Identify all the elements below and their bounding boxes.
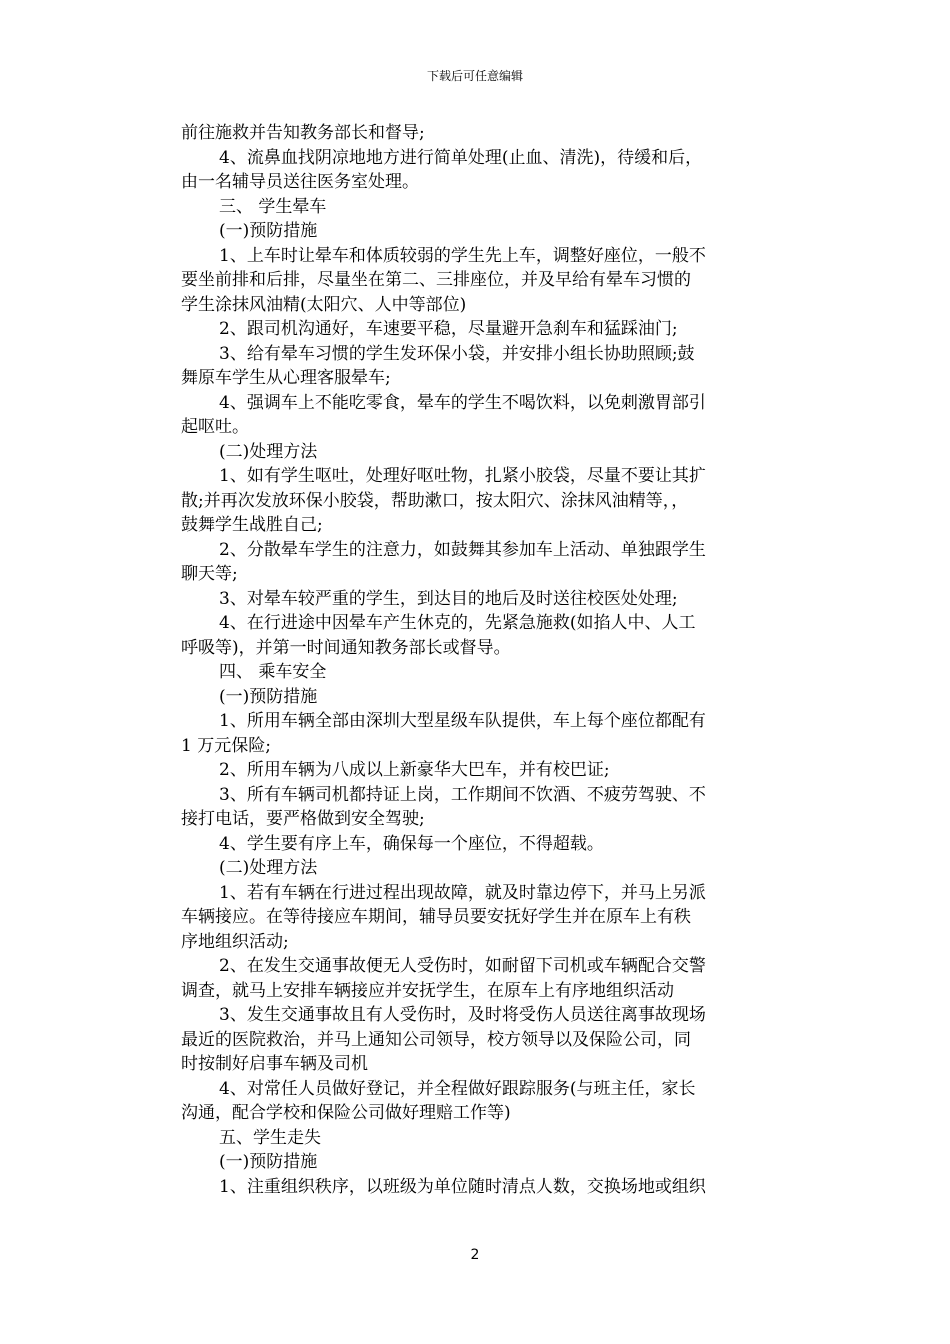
text-line: 四、 乘车安全 <box>219 662 327 682</box>
text-line: 时按制好启事车辆及司机 <box>181 1054 368 1074</box>
text-line: (二)处理方法 <box>219 858 318 878</box>
text-line: 4、对常任人员做好登记，并全程做好跟踪服务(与班主任，家长 <box>219 1078 696 1099</box>
text-line: 1、上车时让晕车和体质较弱的学生先上车，调整好座位，一般不 <box>219 245 706 266</box>
text-line: 聊天等; <box>181 564 238 584</box>
text-line: 序地组织活动; <box>181 931 289 952</box>
text-line: 前往施救并告知教务部长和督导; <box>181 123 425 143</box>
text-line: 4、流鼻血找阴凉地地方进行简单处理(止血、清洗)，待缓和后， <box>219 147 703 168</box>
text-line: 2、所用车辆为八成以上新豪华大巴车，并有校巴证; <box>219 760 610 780</box>
text-line: (一)预防措施 <box>219 686 318 707</box>
text-line: 要坐前排和后排，尽量坐在第二、三排座位，并及早给有晕车习惯的 <box>181 270 691 290</box>
text-line: 4、强调车上不能吃零食，晕车的学生不喝饮料，以免刺激胃部引 <box>219 392 706 413</box>
text-line: 2、分散晕车学生的注意力，如鼓舞其参加车上活动、单独跟学生 <box>219 539 706 560</box>
text-line: 3、发生交通事故且有人受伤时，及时将受伤人员送往离事故现场 <box>219 1005 706 1025</box>
text-line: 散;并再次发放环保小胶袋，帮助漱口，按太阳穴、涂抹风油精等，， <box>181 490 689 511</box>
text-line: 1、如有学生呕吐，处理好呕吐物，扎紧小胶袋，尽量不要让其扩 <box>219 466 706 486</box>
page-number: 2 <box>470 1247 480 1263</box>
text-line: 五、学生走失 <box>219 1127 321 1148</box>
text-line: 呼吸等)，并第一时间通知教务部长或督导。 <box>181 637 511 658</box>
page-header: 下载后可任意编辑 <box>426 69 523 83</box>
text-line: 最近的医院救治，并马上通知公司领导，校方领导以及保险公司，同 <box>181 1029 691 1050</box>
text-line: 3、所有车辆司机都持证上岗，工作期间不饮酒、不疲劳驾驶、不 <box>219 784 706 805</box>
text-line: 鼓舞学生战胜自己; <box>181 515 323 535</box>
text-line: (一)预防措施 <box>219 1152 318 1172</box>
text-line: 学生涂抹风油精(太阳穴、人中等部位) <box>181 294 467 315</box>
text-line: 1、所用车辆全部由深圳大型星级车队提供，车上每个座位都配有 <box>219 711 706 731</box>
text-line: (二)处理方法 <box>219 441 318 462</box>
text-line: 车辆接应。在等待接应车期间，辅导员要安抚好学生并在原车上有秩 <box>181 907 691 927</box>
text-line: 2、在发生交通事故便无人受伤时，如耐留下司机或车辆配合交警 <box>219 956 706 976</box>
text-line: 调查，就马上安排车辆接应并安抚学生，在原车上有序地组织活动 <box>181 980 674 1001</box>
text-line: 接打电话，要严格做到安全驾驶; <box>181 809 425 829</box>
text-line: 舞原车学生从心理客服晕车; <box>181 368 391 388</box>
text-line: 1 万元保险; <box>181 735 271 756</box>
text-line: 1、注重组织秩序，以班级为单位随时清点人数，交换场地或组织 <box>219 1176 706 1197</box>
text-line: 起呕吐。 <box>181 417 249 437</box>
text-line: 2、跟司机沟通好，车速要平稳，尽量避开急刹车和猛踩油门; <box>219 319 678 339</box>
text-line: 4、在行进途中因晕车产生休克的，先紧急施救(如掐人中、人工 <box>219 613 696 633</box>
text-line: (一)预防措施 <box>219 221 318 241</box>
text-line: 由一名辅导员送往医务室处理。 <box>181 172 419 192</box>
text-line: 三、 学生晕车 <box>219 196 327 217</box>
text-line: 沟通，配合学校和保险公司做好理赔工作等) <box>181 1103 511 1123</box>
text-line: 1、若有车辆在行进过程出现故障，就及时靠边停下，并马上另派 <box>219 882 706 903</box>
document-body <box>181 121 773 1199</box>
text-line: 4、学生要有序上车，确保每一个座位，不得超载。 <box>219 833 604 854</box>
text-line: 3、给有晕车习惯的学生发环保小袋，并安排小组长协助照顾;鼓 <box>219 343 695 364</box>
text-line: 3、对晕车较严重的学生，到达目的地后及时送往校医处处理; <box>219 588 678 609</box>
